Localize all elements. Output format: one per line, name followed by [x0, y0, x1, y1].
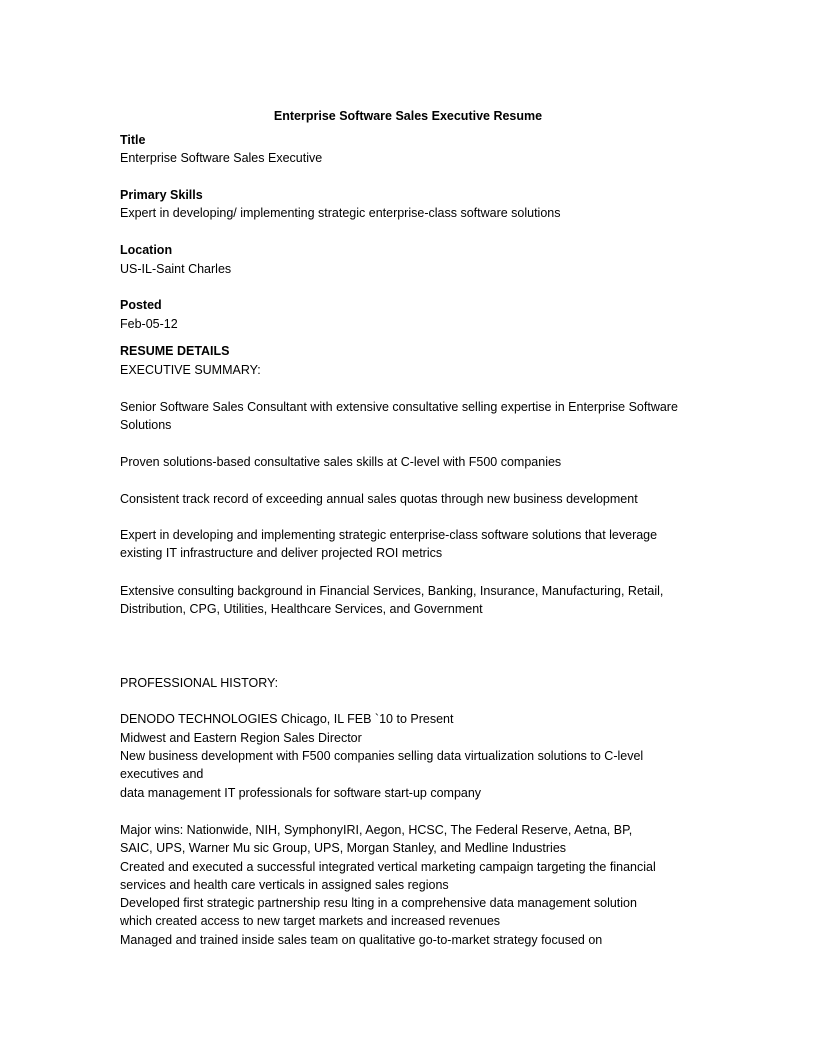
document-title: Enterprise Software Sales Executive Resume [273, 109, 543, 123]
job-bullet-1: Created and executed a successful integrated vertical marketing campaign targeting the financial services and health care verticals in assigned sales regions [120, 860, 656, 893]
primary-skills-label: Primary Skills [120, 188, 203, 202]
professional-history-heading: PROFESSIONAL HISTORY: [120, 676, 279, 690]
summary-item-5: Extensive consulting background in Financial Services, Banking, Insurance, Manufacturing, Retail, Distribution, CPG, Utilities, Healthcare Services, and Government [120, 584, 664, 617]
summary-item-1: Senior Software Sales Consultant with extensive consultative selling expertise in Enterprise Software Solutions [120, 400, 678, 433]
job-bullet-2: Developed first strategic partnership resu lting in a comprehensive data management solution which created access to new target markets and increased revenues [120, 896, 637, 929]
resume-details-heading: RESUME DETAILS [120, 344, 230, 358]
job-major-wins: Major wins: Nationwide, NIH, SymphonyIRI, Aegon, HCSC, The Federal Reserve, Aetna, BP, SAIC, UPS, Warner Mu sic Group, UPS, Morgan Stanley, and Medline Industries [120, 823, 633, 856]
posted-label: Posted [120, 298, 162, 312]
executive-summary-heading: EXECUTIVE SUMMARY: [120, 363, 261, 377]
job-description-1: New business development with F500 companies selling data virtualization solutions to C-level executives and [120, 749, 644, 782]
location-label: Location [120, 243, 173, 257]
summary-item-2: Proven solutions-based consultative sales skills at C-level with F500 companies [120, 455, 562, 469]
title-label: Title [120, 133, 146, 147]
primary-skills-value: Expert in developing/ implementing strategic enterprise-class software solutions [120, 206, 561, 220]
title-value: Enterprise Software Sales Executive [120, 151, 323, 165]
summary-item-3: Consistent track record of exceeding annual sales quotas through new business development [120, 492, 638, 506]
location-value: US-IL-Saint Charles [120, 262, 232, 276]
job-bullet-3: Managed and trained inside sales team on qualitative go-to-market strategy focused on [120, 933, 603, 947]
job-description-2: data management IT professionals for software start-up company [120, 786, 482, 800]
posted-value: Feb-05-12 [120, 317, 178, 331]
job-company-line: DENODO TECHNOLOGIES Chicago, IL FEB `10 to Present [120, 712, 454, 726]
job-role: Midwest and Eastern Region Sales Director [120, 731, 362, 745]
summary-item-4: Expert in developing and implementing strategic enterprise-class software solutions that leverage existing IT infrastructure and deliver projected ROI metrics [120, 528, 658, 561]
